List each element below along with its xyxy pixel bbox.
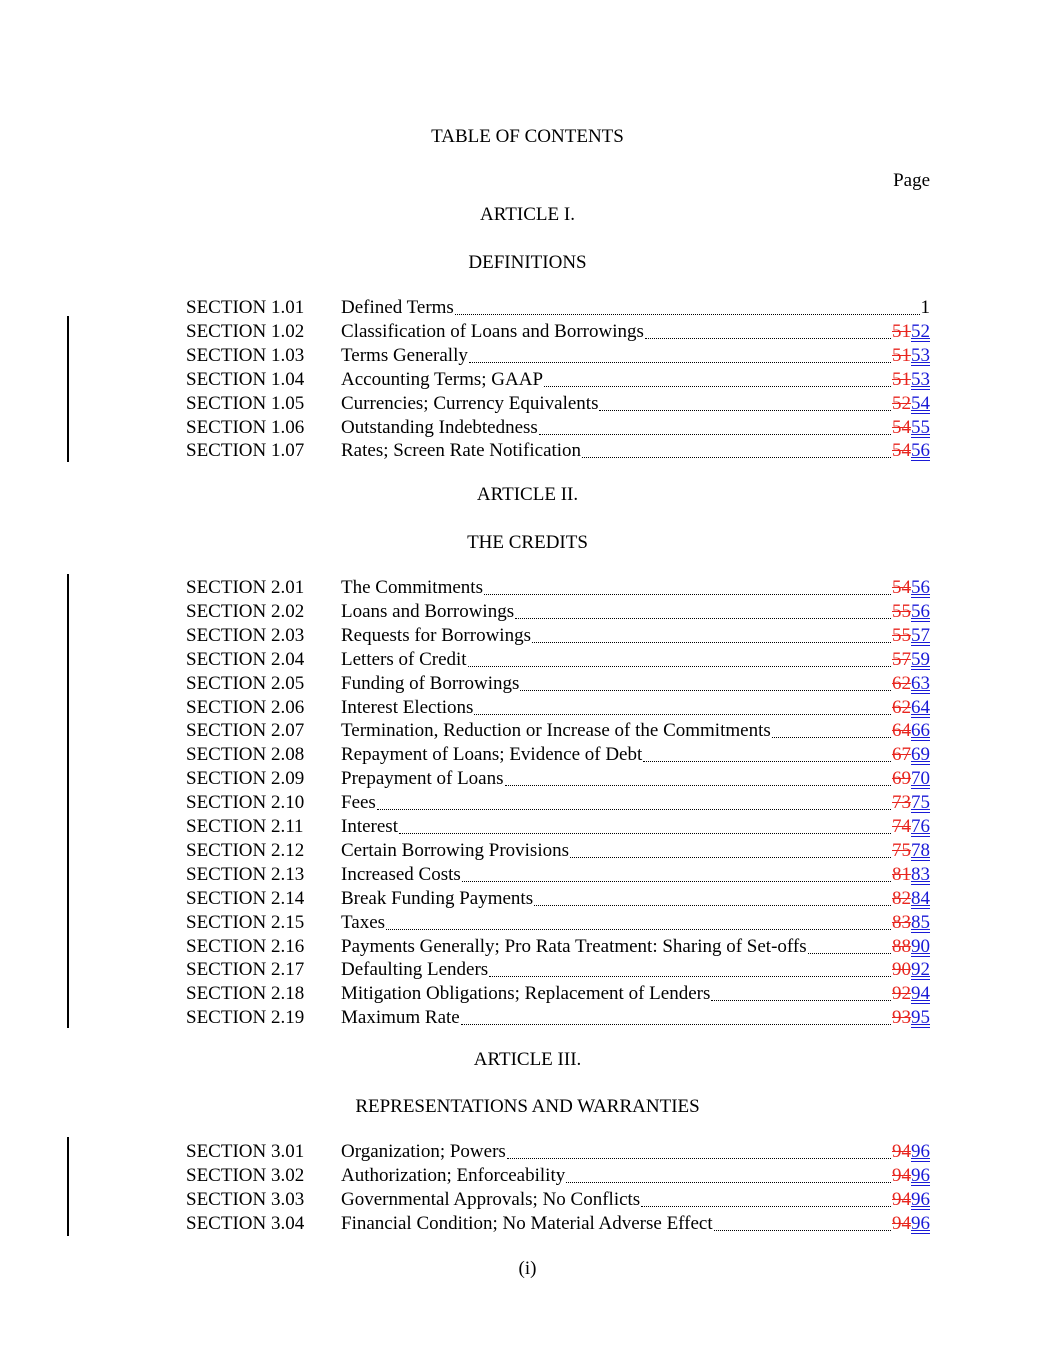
inserted-page-number[interactable]: 70 — [911, 768, 930, 789]
deleted-page-number: 94 — [892, 1165, 911, 1186]
dot-leader — [544, 368, 891, 387]
page-reference[interactable] — [892, 1164, 930, 1188]
inserted-page-number[interactable]: 75 — [911, 792, 930, 813]
section-title[interactable]: Outstanding Indebtedness — [341, 417, 538, 438]
dot-leader — [582, 439, 891, 458]
section-number: SECTION 1.02 — [186, 321, 305, 342]
section-title[interactable]: Taxes — [341, 912, 386, 933]
toc-entry-line — [341, 958, 930, 982]
dot-leader — [599, 392, 891, 411]
inserted-page-number[interactable]: 56 — [911, 440, 930, 461]
toc-entry-line — [341, 767, 930, 791]
deleted-page-number: 88 — [892, 936, 911, 957]
toc-entry-line — [341, 791, 930, 815]
toc-entry[interactable] — [186, 815, 930, 839]
toc-entry-line — [341, 743, 930, 767]
section-title[interactable]: Defaulting Lenders — [341, 959, 489, 980]
page-reference[interactable] — [892, 958, 930, 982]
deleted-page-number: 62 — [892, 673, 911, 694]
deleted-page-number: 94 — [892, 1213, 911, 1234]
section-title[interactable]: Termination, Reduction or Increase of the Commitments — [341, 720, 771, 741]
page-reference[interactable] — [892, 1006, 930, 1030]
section-number: SECTION 3.02 — [186, 1165, 305, 1186]
article-number: ARTICLE II. — [476, 484, 579, 505]
section-number: SECTION 1.06 — [186, 417, 305, 438]
section-title[interactable]: Loans and Borrowings — [341, 601, 515, 622]
deleted-page-number: 94 — [892, 1141, 911, 1162]
deleted-page-number: 51 — [892, 321, 911, 342]
toc-entry[interactable] — [186, 719, 930, 743]
section-number: SECTION 2.04 — [186, 649, 305, 670]
section-title[interactable]: Increased Costs — [341, 864, 461, 885]
section-title[interactable]: Fees — [341, 792, 376, 813]
section-number: SECTION 1.03 — [186, 345, 305, 366]
toc-entry-line — [341, 696, 930, 720]
toc-entry[interactable] — [186, 296, 930, 320]
toc-entry[interactable] — [186, 958, 930, 982]
dot-leader — [641, 1188, 891, 1207]
page-reference[interactable] — [892, 839, 930, 863]
section-title[interactable]: Mitigation Obligations; Replacement of Lenders — [341, 983, 711, 1004]
dot-leader — [455, 296, 920, 315]
deleted-page-number: 93 — [892, 1007, 911, 1028]
section-title[interactable]: Letters of Credit — [341, 649, 467, 670]
dot-leader — [711, 982, 891, 1001]
inserted-page-number[interactable]: 92 — [911, 959, 930, 980]
section-number: SECTION 2.02 — [186, 601, 305, 622]
page-reference[interactable] — [892, 320, 930, 344]
dot-leader — [377, 791, 891, 810]
dot-leader — [507, 1140, 891, 1159]
section-number: SECTION 2.05 — [186, 673, 305, 694]
inserted-page-number[interactable]: 56 — [911, 601, 930, 622]
inserted-page-number[interactable]: 76 — [911, 816, 930, 837]
toc-entry[interactable] — [186, 672, 930, 696]
toc-entry[interactable] — [186, 320, 930, 344]
page-reference[interactable] — [892, 672, 930, 696]
toc-entry[interactable] — [186, 1212, 930, 1236]
section-title[interactable]: Maximum Rate — [341, 1007, 460, 1028]
toc-entry-line — [341, 344, 930, 368]
section-title[interactable]: The Commitments — [341, 577, 483, 598]
deleted-page-number: 57 — [892, 649, 911, 670]
dot-leader — [534, 887, 891, 906]
page-reference[interactable] — [892, 392, 930, 416]
section-title[interactable]: Governmental Approvals; No Conflicts — [341, 1189, 641, 1210]
toc-entry[interactable] — [186, 911, 930, 935]
inserted-page-number[interactable]: 90 — [911, 936, 930, 957]
page-column-label: Page — [893, 170, 930, 191]
toc-entry[interactable] — [186, 839, 930, 863]
toc-entry-line — [341, 1212, 930, 1236]
dot-leader — [468, 648, 891, 667]
inserted-page-number[interactable]: 56 — [911, 577, 930, 598]
section-number: SECTION 2.06 — [186, 697, 305, 718]
deleted-page-number: 94 — [892, 1189, 911, 1210]
toc-entry[interactable] — [186, 624, 930, 648]
inserted-page-number[interactable]: 94 — [911, 983, 930, 1004]
section-title[interactable]: Terms Generally — [341, 345, 468, 366]
toc-entry-line — [341, 911, 930, 935]
section-number: SECTION 2.03 — [186, 625, 305, 646]
toc-entry-line — [341, 392, 930, 416]
inserted-page-number[interactable]: 64 — [911, 697, 930, 718]
toc-entry[interactable] — [186, 935, 930, 959]
dot-leader — [808, 935, 891, 954]
deleted-page-number: 51 — [892, 345, 911, 366]
section-number: SECTION 2.08 — [186, 744, 305, 765]
section-title[interactable]: Financial Condition; No Material Adverse Effect — [341, 1213, 713, 1234]
deleted-page-number: 54 — [892, 577, 911, 598]
section-number: SECTION 2.11 — [186, 816, 304, 837]
toc-entry-line — [341, 672, 930, 696]
toc-entry-line — [341, 296, 930, 320]
section-number: SECTION 3.03 — [186, 1189, 305, 1210]
deleted-page-number: 75 — [892, 840, 911, 861]
deleted-page-number: 73 — [892, 792, 911, 813]
article-heading: DEFINITIONS — [468, 252, 587, 273]
article-number: ARTICLE III. — [473, 1049, 582, 1070]
toc-entry[interactable] — [186, 1006, 930, 1030]
section-number: SECTION 2.10 — [186, 792, 305, 813]
inserted-page-number[interactable]: 83 — [911, 864, 930, 885]
toc-entry[interactable] — [186, 392, 930, 416]
dot-leader — [714, 1212, 891, 1231]
section-title[interactable]: Accounting Terms; GAAP — [341, 369, 544, 390]
section-title[interactable]: Rates; Screen Rate Notification — [341, 440, 582, 461]
page-reference[interactable] — [892, 863, 930, 887]
toc-entry[interactable] — [186, 1164, 930, 1188]
deleted-page-number: 81 — [892, 864, 911, 885]
toc-entry-line — [341, 719, 930, 743]
toc-entry[interactable] — [186, 648, 930, 672]
dot-leader — [515, 600, 891, 619]
toc-entry-line — [341, 887, 930, 911]
toc-entry[interactable] — [186, 600, 930, 624]
inserted-page-number[interactable]: 53 — [911, 345, 930, 366]
page-reference[interactable] — [892, 696, 930, 720]
toc-entry[interactable] — [186, 767, 930, 791]
deleted-page-number: 83 — [892, 912, 911, 933]
section-title[interactable]: Break Funding Payments — [341, 888, 534, 909]
section-title[interactable]: Authorization; Enforceability — [341, 1165, 566, 1186]
article-heading: REPRESENTATIONS AND WARRANTIES — [355, 1096, 700, 1117]
section-title[interactable]: Payments Generally; Pro Rata Treatment: Sharing of Set-offs — [341, 936, 807, 957]
inserted-page-number[interactable]: 57 — [911, 625, 930, 646]
page-reference[interactable] — [892, 743, 930, 767]
page-number[interactable]: 1 — [920, 297, 930, 318]
deleted-page-number: 51 — [892, 369, 911, 390]
toc-entry-line — [341, 624, 930, 648]
page-reference[interactable] — [892, 416, 930, 440]
page-reference[interactable] — [892, 887, 930, 911]
section-number: SECTION 2.09 — [186, 768, 305, 789]
toc-entry[interactable] — [186, 743, 930, 767]
section-title[interactable]: Repayment of Loans; Evidence of Debt — [341, 744, 643, 765]
deleted-page-number: 74 — [892, 816, 911, 837]
deleted-page-number: 67 — [892, 744, 911, 765]
section-title[interactable]: Classification of Loans and Borrowings — [341, 321, 644, 342]
dot-leader — [399, 815, 891, 834]
page-reference[interactable] — [892, 1188, 930, 1212]
toc-entry[interactable] — [186, 791, 930, 815]
page-reference[interactable] — [892, 719, 930, 743]
dot-leader — [539, 416, 891, 435]
toc-entry[interactable] — [186, 1188, 930, 1212]
section-title[interactable]: Organization; Powers — [341, 1141, 506, 1162]
section-number: SECTION 1.01 — [186, 297, 305, 318]
toc-entry[interactable] — [186, 368, 930, 392]
dot-leader — [462, 863, 891, 882]
change-bar — [67, 1137, 69, 1236]
page-reference[interactable] — [921, 296, 931, 320]
section-number: SECTION 2.07 — [186, 720, 305, 741]
deleted-page-number: 82 — [892, 888, 911, 909]
section-title[interactable]: Prepayment of Loans — [341, 768, 504, 789]
dot-leader — [570, 839, 891, 858]
page-reference[interactable] — [892, 791, 930, 815]
deleted-page-number: 90 — [892, 959, 911, 980]
toc-entry[interactable] — [186, 416, 930, 440]
toc-entry-line — [341, 1006, 930, 1030]
toc-entry[interactable] — [186, 982, 930, 1006]
page-reference[interactable] — [892, 600, 930, 624]
toc-entry[interactable] — [186, 439, 930, 463]
toc-entry[interactable] — [186, 696, 930, 720]
page-reference[interactable] — [892, 344, 930, 368]
inserted-page-number[interactable]: 59 — [911, 649, 930, 670]
toc-entry-line — [341, 1188, 930, 1212]
page-reference[interactable] — [892, 648, 930, 672]
dot-leader — [772, 719, 891, 738]
toc-entry-line — [341, 320, 930, 344]
dot-leader — [505, 767, 891, 786]
toc-entry-line — [341, 416, 930, 440]
toc-entry-line — [341, 1140, 930, 1164]
section-number: SECTION 3.01 — [186, 1141, 305, 1162]
toc-entry-line — [341, 982, 930, 1006]
deleted-page-number: 55 — [892, 601, 911, 622]
inserted-page-number[interactable]: 95 — [911, 1007, 930, 1028]
section-title[interactable]: Defined Terms — [341, 297, 454, 318]
dot-leader — [532, 624, 891, 643]
inserted-page-number[interactable]: 52 — [911, 321, 930, 342]
dot-leader — [489, 958, 891, 977]
section-number: SECTION 2.19 — [186, 1007, 305, 1028]
inserted-page-number[interactable]: 96 — [911, 1189, 930, 1210]
section-number: SECTION 2.17 — [186, 959, 305, 980]
deleted-page-number: 54 — [892, 440, 911, 461]
dot-leader — [461, 1006, 891, 1025]
toc-entry[interactable] — [186, 344, 930, 368]
inserted-page-number[interactable]: 66 — [911, 720, 930, 741]
page-reference[interactable] — [892, 576, 930, 600]
article-heading: THE CREDITS — [467, 532, 588, 553]
deleted-page-number: 69 — [892, 768, 911, 789]
inserted-page-number[interactable]: 78 — [911, 840, 930, 861]
inserted-page-number[interactable]: 84 — [911, 888, 930, 909]
section-title[interactable]: Funding of Borrowings — [341, 673, 520, 694]
toc-entry-line — [341, 815, 930, 839]
deleted-page-number: 62 — [892, 697, 911, 718]
toc-title: TABLE OF CONTENTS — [431, 126, 624, 147]
page-reference[interactable] — [892, 911, 930, 935]
section-number: SECTION 3.04 — [186, 1213, 305, 1234]
toc-entry-line — [341, 368, 930, 392]
inserted-page-number[interactable]: 53 — [911, 369, 930, 390]
section-number: SECTION 1.04 — [186, 369, 305, 390]
page-reference[interactable] — [892, 1140, 930, 1164]
page-reference[interactable] — [892, 368, 930, 392]
dot-leader — [645, 320, 891, 339]
toc-entry-line — [341, 1164, 930, 1188]
toc-entry-line — [341, 576, 930, 600]
section-number: SECTION 1.05 — [186, 393, 305, 414]
page-reference[interactable] — [892, 624, 930, 648]
section-number: SECTION 2.14 — [186, 888, 305, 909]
inserted-page-number[interactable]: 96 — [911, 1141, 930, 1162]
section-title[interactable]: Requests for Borrowings — [341, 625, 531, 646]
toc-entry-line — [341, 935, 930, 959]
dot-leader — [520, 672, 891, 691]
inserted-page-number[interactable]: 69 — [911, 744, 930, 765]
deleted-page-number: 64 — [892, 720, 911, 741]
deleted-page-number: 92 — [892, 983, 911, 1004]
page-reference[interactable] — [892, 815, 930, 839]
page-reference[interactable] — [892, 935, 930, 959]
inserted-page-number[interactable]: 54 — [911, 393, 930, 414]
inserted-page-number[interactable]: 96 — [911, 1165, 930, 1186]
section-title[interactable]: Certain Borrowing Provisions — [341, 840, 569, 861]
inserted-page-number[interactable]: 63 — [911, 673, 930, 694]
section-title[interactable]: Interest Elections — [341, 697, 474, 718]
dot-leader — [474, 696, 891, 715]
section-number: SECTION 2.18 — [186, 983, 305, 1004]
section-number: SECTION 2.01 — [186, 577, 305, 598]
toc-entry[interactable] — [186, 863, 930, 887]
toc-entry[interactable] — [186, 887, 930, 911]
page-reference[interactable] — [892, 1212, 930, 1236]
page-reference[interactable] — [892, 982, 930, 1006]
section-number: SECTION 1.07 — [186, 440, 305, 461]
section-number: SECTION 2.12 — [186, 840, 305, 861]
inserted-page-number[interactable]: 55 — [911, 417, 930, 438]
page-reference[interactable] — [892, 439, 930, 463]
section-title[interactable]: Interest — [341, 816, 398, 837]
dot-leader — [484, 576, 891, 595]
dot-leader — [469, 344, 891, 363]
toc-entry-line — [341, 839, 930, 863]
page-footer: (i) — [518, 1258, 537, 1279]
article-number: ARTICLE I. — [480, 204, 575, 225]
toc-entry[interactable] — [186, 576, 930, 600]
deleted-page-number: 55 — [892, 625, 911, 646]
toc-entry[interactable] — [186, 1140, 930, 1164]
section-title[interactable]: Currencies; Currency Equivalents — [341, 393, 599, 414]
dot-leader — [386, 911, 891, 930]
section-number: SECTION 2.16 — [186, 936, 305, 957]
toc-entry-line — [341, 648, 930, 672]
toc-entry-line — [341, 600, 930, 624]
dot-leader — [566, 1164, 891, 1183]
toc-entry-line — [341, 439, 930, 463]
change-bar — [67, 316, 69, 462]
section-number: SECTION 2.15 — [186, 912, 305, 933]
dot-leader — [643, 743, 891, 762]
toc-entry-line — [341, 863, 930, 887]
section-number: SECTION 2.13 — [186, 864, 305, 885]
page-reference[interactable] — [892, 767, 930, 791]
inserted-page-number[interactable]: 85 — [911, 912, 930, 933]
deleted-page-number: 52 — [892, 393, 911, 414]
deleted-page-number: 54 — [892, 417, 911, 438]
change-bar — [67, 574, 69, 1028]
inserted-page-number[interactable]: 96 — [911, 1213, 930, 1234]
